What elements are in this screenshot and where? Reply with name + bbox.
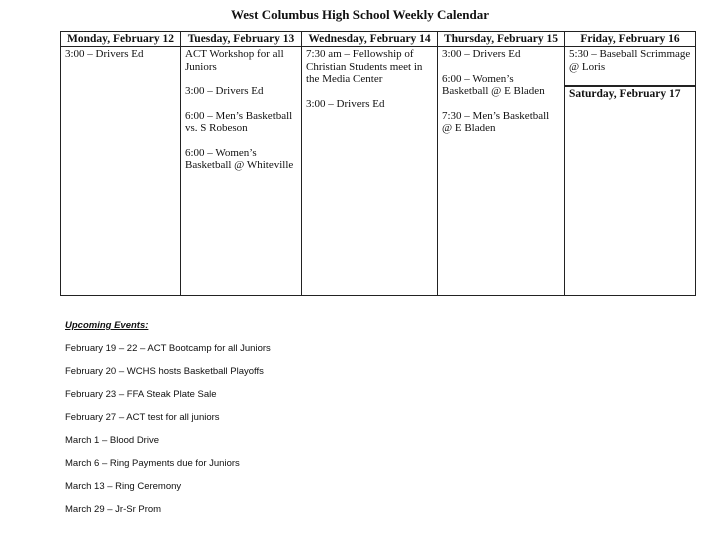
upcoming-events-heading: Upcoming Events: — [65, 320, 149, 331]
calendar-entry: 3:00 – Drivers Ed — [65, 48, 144, 60]
event-item: February 19 – 22 – ACT Bootcamp for all Juniors — [65, 343, 271, 354]
event-item: March 6 – Ring Payments due for Juniors — [65, 458, 240, 469]
event-item: February 23 – FFA Steak Plate Sale — [65, 389, 217, 400]
day-heading: Monday, February 12 — [61, 32, 180, 47]
day-column-wednesday — [302, 32, 438, 295]
day-column-thursday — [438, 32, 565, 295]
event-item: February 27 – ACT test for all juniors — [65, 412, 220, 423]
event-item: March 29 – Jr-Sr Prom — [65, 504, 162, 515]
day-column-monday — [61, 32, 181, 295]
day-heading: Thursday, February 15 — [438, 32, 564, 47]
event-item: February 20 – WCHS hosts Basketball Playoffs — [65, 366, 264, 377]
calendar-entry: ACT Workshop for all Juniors — [185, 48, 284, 73]
upcoming-events — [65, 320, 271, 527]
calendar-entry: 6:00 – Women’s Basketball @ E Bladen — [442, 72, 545, 97]
day-column-tuesday — [181, 32, 302, 295]
event-item: March 1 – Blood Drive — [65, 435, 159, 446]
calendar-entry: 3:00 – Drivers Ed — [306, 97, 385, 110]
day-heading: Wednesday, February 14 — [302, 32, 437, 47]
day-heading: Friday, February 16 — [565, 32, 695, 47]
day-heading: Tuesday, February 13 — [181, 32, 301, 47]
calendar-entry: 3:00 – Drivers Ed — [185, 85, 264, 97]
day-column-friday — [565, 32, 695, 295]
calendar-entry: 5:30 – Baseball Scrimmage @ Loris — [569, 48, 691, 73]
calendar-entry: 3:00 – Drivers Ed — [442, 48, 521, 60]
saturday-heading: Saturday, February 17 — [569, 88, 681, 100]
weekly-calendar-table — [60, 31, 696, 296]
calendar-entry: 7:30 – Men’s Basketball @ E Bladen — [442, 109, 550, 134]
calendar-entry: 7:30 am – Fellowship of Christian Students meet in the Media Center — [306, 48, 423, 85]
calendar-title: West Columbus High School Weekly Calendar — [231, 7, 489, 22]
calendar-entry: 6:00 – Men’s Basketball vs. S Robeson — [185, 109, 293, 134]
calendar-entry: 6:00 – Women’s Basketball @ Whiteville — [185, 146, 294, 171]
event-item: March 13 – Ring Ceremony — [65, 481, 182, 492]
